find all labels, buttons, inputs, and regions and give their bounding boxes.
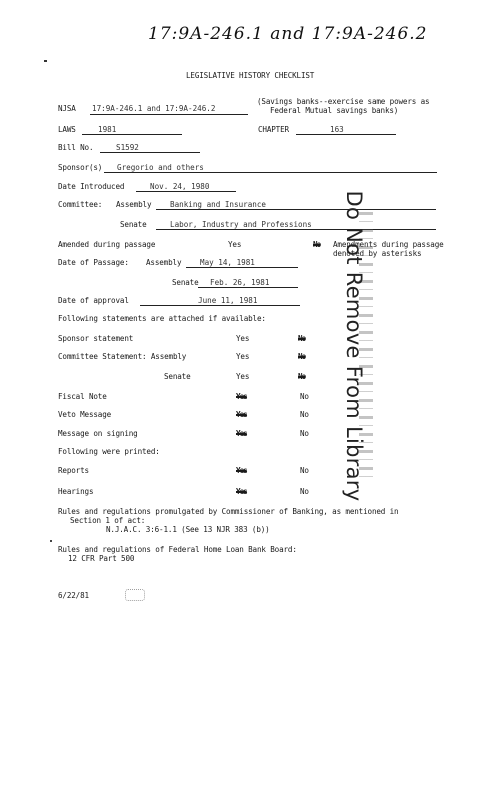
amended-yes: Yes <box>228 240 242 249</box>
committee-assembly-value: Banking and Insurance <box>170 200 267 209</box>
following-attached-heading: Following statements are attached if available: <box>58 314 266 323</box>
do-not-remove-stamp <box>333 190 375 502</box>
committee-senate-underline <box>156 229 436 230</box>
chapter-value: 163 <box>330 125 344 134</box>
committee-label: Committee: <box>58 200 103 209</box>
statement-label: Fiscal Note <box>58 392 107 401</box>
passage-assembly-underline <box>186 267 298 268</box>
bill-no-label: Bill No. <box>58 143 94 152</box>
bill-no-underline <box>100 152 200 153</box>
footer-date: 6/22/81 <box>58 591 89 600</box>
approval-label: Date of approval <box>58 296 129 305</box>
amended-label: Amended during passage <box>58 240 156 249</box>
printed-no: No <box>300 487 309 496</box>
njsa-underline <box>90 114 248 115</box>
rules-fhlbb-line1: Rules and regulations of Federal Home Loan Bank Board: <box>58 545 297 554</box>
amended-note-line1: Amendments during passage <box>333 240 444 249</box>
printed-label: Reports <box>58 466 89 475</box>
laws-label: LAWS <box>58 125 76 134</box>
stamp-text: Do Not Remove From Library <box>342 190 366 502</box>
printed-label: Hearings <box>58 487 94 496</box>
statement-no: No <box>300 429 309 438</box>
passage-assembly-value: May 14, 1981 <box>200 258 255 267</box>
laws-underline <box>82 134 182 135</box>
statement-no: No <box>300 392 309 401</box>
njsa-value: 17:9A-246.1 and 17:9A-246.2 <box>92 104 216 113</box>
committee-senate-label: Senate <box>120 220 147 229</box>
statement-label: Message on signing <box>58 429 138 438</box>
njsa-label: NJSA <box>58 104 76 113</box>
printed-no: No <box>300 466 309 475</box>
date-introduced-underline <box>136 191 236 192</box>
chapter-underline <box>296 134 396 135</box>
njsa-note-line2: Federal Mutual savings banks) <box>270 106 399 115</box>
amended-note-line2: denoted by asterisks <box>333 249 422 258</box>
statement-yes: Yes <box>236 372 250 381</box>
rules-fhlbb-citation: 12 CFR Part 500 <box>68 554 135 563</box>
rules-commissioner-line1: Rules and regulations promulgated by Commissioner of Banking, as mentioned in <box>58 507 399 516</box>
passage-label: Date of Passage: <box>58 258 129 267</box>
statement-label: Sponsor statement <box>58 334 134 343</box>
handwritten-header: 17:9A-246.1 and 17:9A-246.2 <box>148 24 428 44</box>
rules-commissioner-line2: Section 1 of act: <box>70 516 146 525</box>
statement-no-struck: No <box>298 334 306 343</box>
passage-assembly-label: Assembly <box>146 258 182 267</box>
statement-yes-struck: Yes <box>236 392 247 401</box>
chapter-label: CHAPTER <box>258 125 289 134</box>
statement-label: Committee Statement: Assembly <box>58 352 187 361</box>
approval-underline <box>140 305 300 306</box>
statement-yes: Yes <box>236 334 250 343</box>
date-introduced-label: Date Introduced <box>58 182 125 191</box>
committee-assembly-underline <box>156 209 436 210</box>
amended-no-struck: No <box>313 240 321 249</box>
laws-value: 1981 <box>98 125 117 134</box>
statement-label: Veto Message <box>58 410 112 419</box>
printed-yes-struck: Yes <box>236 487 247 496</box>
statement-no-struck: No <box>298 372 306 381</box>
sponsors-underline <box>104 172 437 173</box>
passage-senate-value: Feb. 26, 1981 <box>210 278 270 287</box>
approval-value: June 11, 1981 <box>198 296 258 305</box>
sponsors-label: Sponsor(s) <box>58 163 103 172</box>
ink-dot <box>44 60 47 62</box>
printed-yes-struck: Yes <box>236 466 247 475</box>
statement-yes-struck: Yes <box>236 410 247 419</box>
passage-senate-underline <box>198 287 298 288</box>
statement-yes-struck: Yes <box>236 429 247 438</box>
committee-assembly-label: Assembly <box>116 200 152 209</box>
bill-no-value: S1592 <box>116 143 139 152</box>
following-printed-heading: Following were printed: <box>58 447 160 456</box>
statement-no: No <box>300 410 309 419</box>
statement-no-struck: No <box>298 352 306 361</box>
njsa-note-line1: (Savings banks--exercise same powers as <box>257 97 430 106</box>
ink-dot <box>50 540 52 542</box>
sponsors-value: Gregorio and others <box>117 163 204 172</box>
statement-label: Senate <box>164 372 191 381</box>
page-title: LEGISLATIVE HISTORY CHECKLIST <box>186 71 315 80</box>
library-mark <box>125 589 145 601</box>
rules-commissioner-citation: N.J.A.C. 3:6-1.1 (See 13 NJR 383 (b)) <box>106 525 270 534</box>
passage-senate-label: Senate <box>172 278 199 287</box>
committee-senate-value: Labor, Industry and Professions <box>170 220 312 229</box>
statement-yes: Yes <box>236 352 250 361</box>
date-introduced-value: Nov. 24, 1980 <box>150 182 210 191</box>
